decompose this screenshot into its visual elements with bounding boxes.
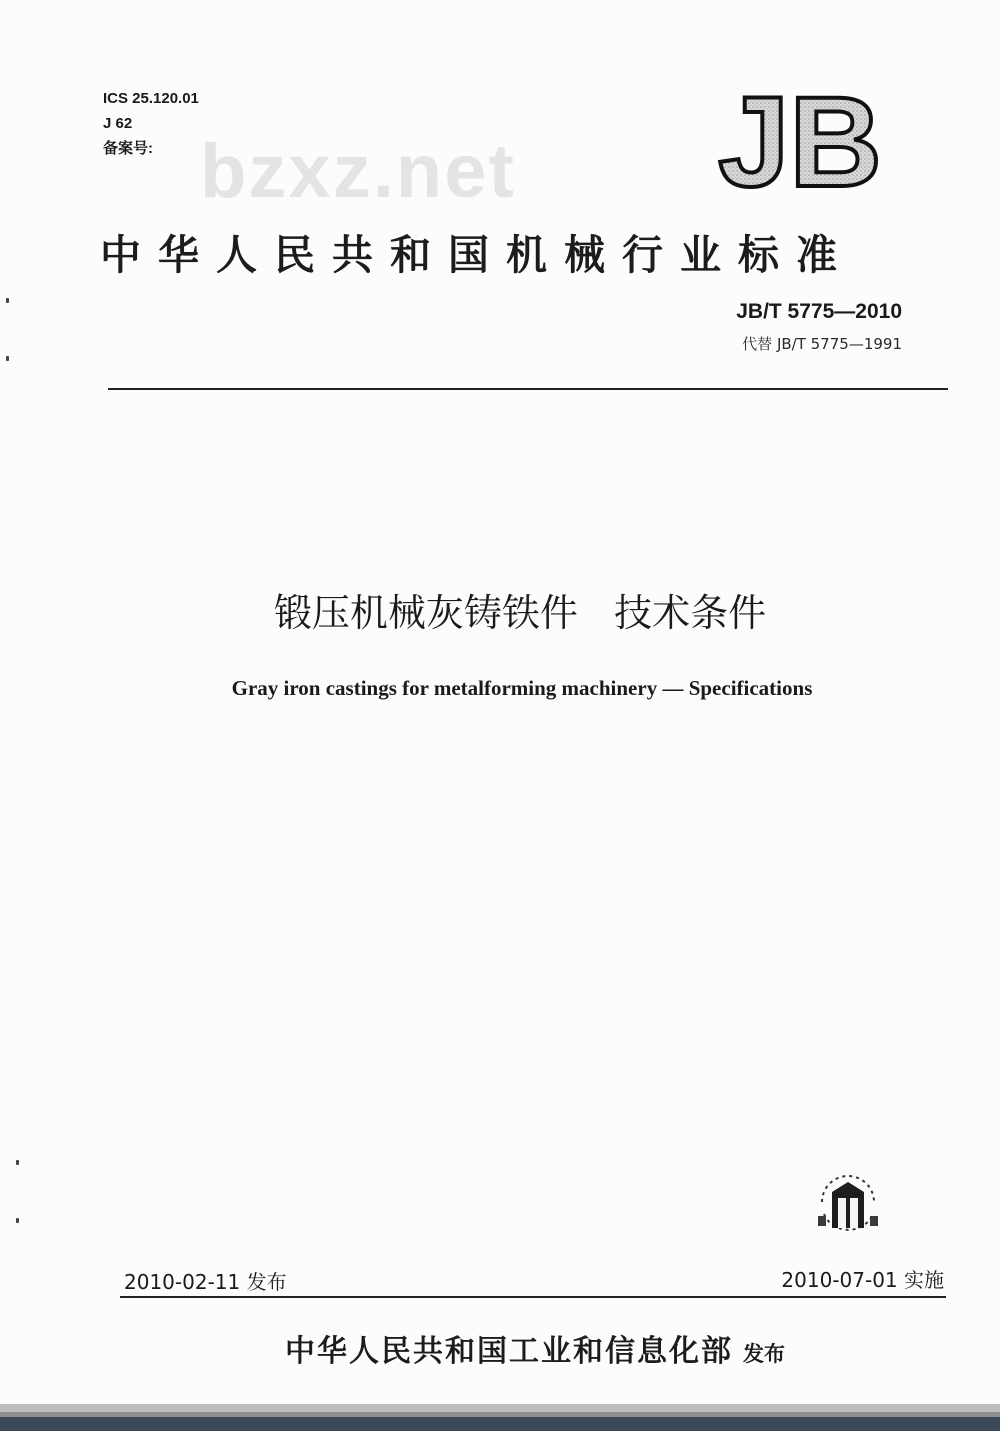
effective-date: 2010-07-01 实施	[781, 1268, 944, 1292]
publisher-verb: 发布	[743, 1342, 785, 1366]
jb-logo-text: JB	[718, 86, 882, 196]
document-title-chinese: 锻压机械灰铸铁件 技术条件	[273, 591, 767, 635]
standard-number: JB/T 5775—2010	[736, 300, 902, 323]
jb-logo	[700, 86, 900, 196]
scan-speck	[6, 356, 9, 361]
record-number-label: 备案号:	[103, 140, 153, 157]
scan-speck	[16, 1218, 19, 1223]
classification-block	[103, 86, 199, 161]
scan-edge-band	[0, 1404, 1000, 1431]
scan-speck	[16, 1160, 19, 1165]
ics-code: ICS 25.120.01	[103, 90, 199, 107]
scan-speck	[6, 298, 9, 303]
site-watermark: bzxz.net	[200, 129, 516, 214]
national-standard-title: 中华人民共和国机械行业标准	[100, 231, 854, 279]
issue-date: 2010-02-11 发布	[124, 1270, 287, 1294]
document-title-english: Gray iron castings for metalforming machinery — Specifications	[231, 676, 813, 700]
class-code: J 62	[103, 115, 133, 132]
publisher-line	[0, 1326, 1000, 1370]
footer-divider	[120, 1296, 946, 1298]
header-divider	[108, 388, 948, 390]
publisher-seal-icon	[802, 1164, 894, 1244]
publisher-organization: 中华人民共和国工业和信息化部	[285, 1334, 733, 1369]
replaced-standard: 代替 JB/T 5775—1991	[742, 335, 902, 353]
